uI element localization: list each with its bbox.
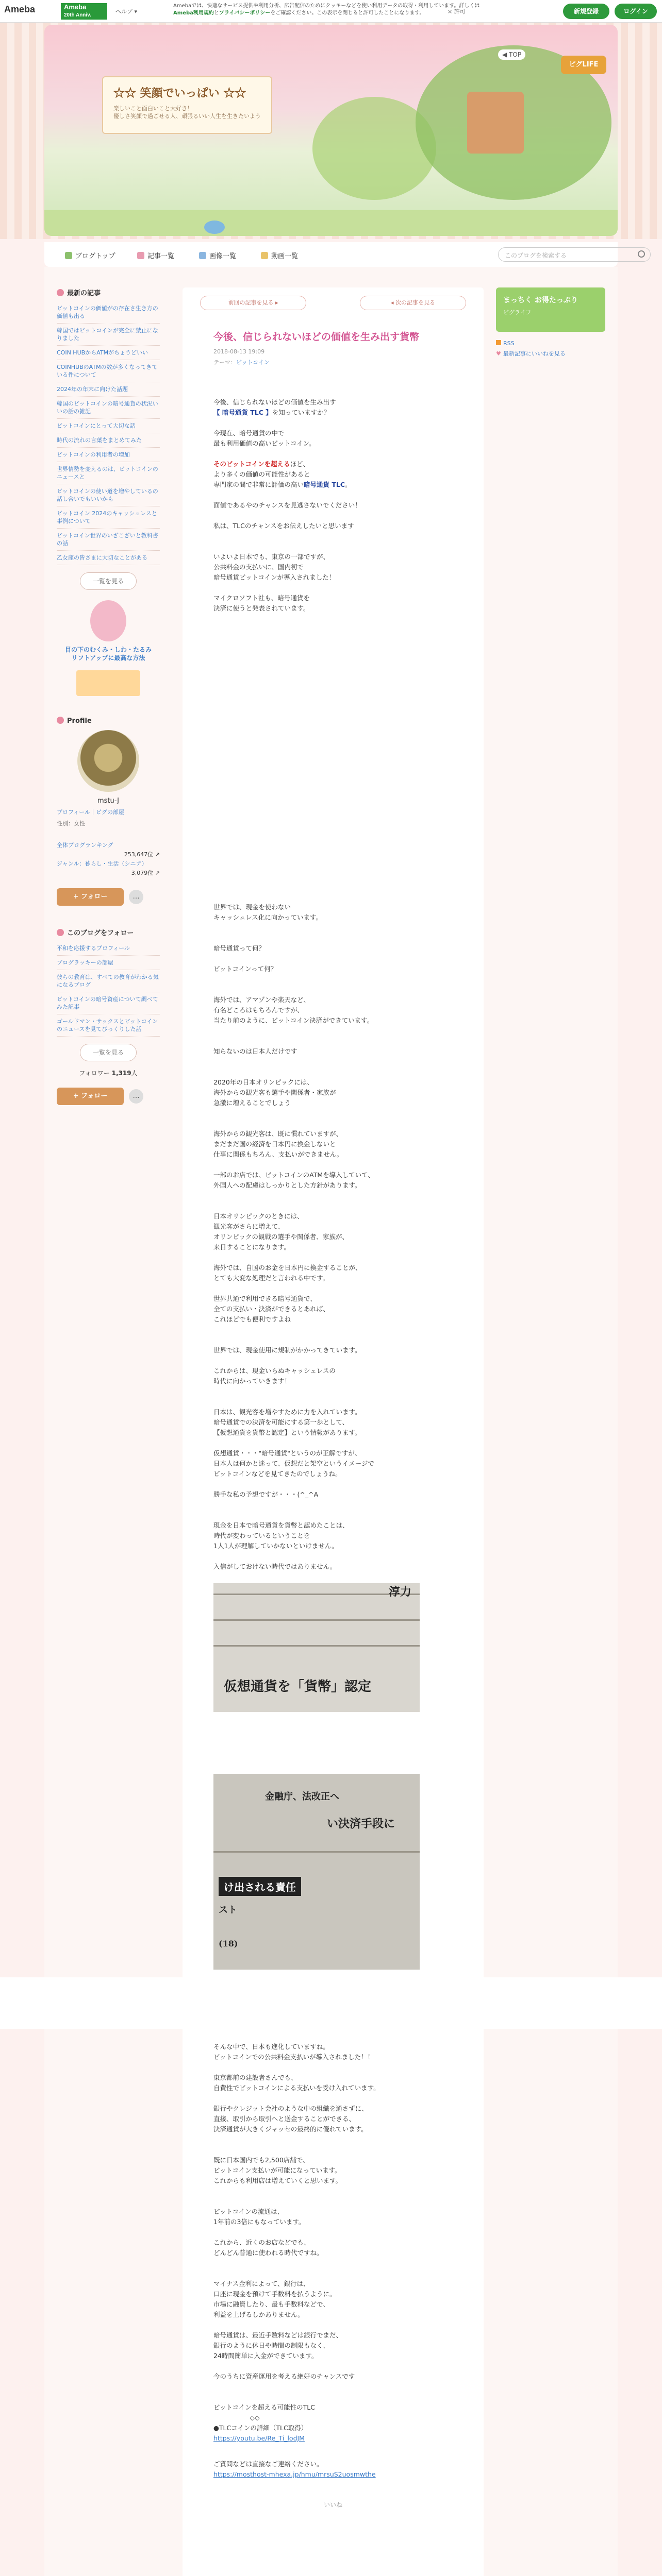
recent-entries-heading [57, 287, 160, 297]
youtube-link[interactable]: https://youtu.be/Re_Ti_lodJM [213, 2434, 305, 2442]
pig-life-banner[interactable] [496, 287, 605, 332]
blog-title-card[interactable] [102, 76, 272, 134]
entry-theme-label: テーマ： [213, 359, 236, 366]
register-button[interactable]: 新規登録 [563, 4, 609, 19]
paragraph-text: 今後、信じられないほどの価値を生み出す [213, 398, 336, 406]
followers-heading-label: このブログをフォロー [67, 929, 134, 937]
recent-entry-link[interactable]: 乙女座の皆さまに大切なことがある [57, 551, 160, 565]
paragraph: マイナス金利によって、銀行は、 口座に現金を預けて手数料を払うように。 市場に融資したり、最も手数料などで、 利益を上げるしかありません。 [213, 2280, 336, 2318]
paragraph-text [213, 408, 453, 418]
clipping-heading: スト [219, 1905, 237, 1916]
profile-heading [57, 717, 160, 725]
paragraph [213, 397, 453, 418]
paragraph: 暗号通貨は、最近手数料などは銀行でまだ、 銀行のように休日や時間の制限もなく、 24時間簡単に入金ができています。 [213, 2331, 343, 2360]
recent-entry-link[interactable]: COIN HUBからATMがちょうどいい [57, 346, 160, 360]
nav-label: 記事一覧 [147, 252, 175, 260]
next-entry-button[interactable]: ◂ 次の記事を見る [360, 296, 466, 310]
ad-character-image[interactable] [90, 600, 126, 641]
ranking-info [57, 841, 160, 878]
heart-icon [57, 289, 64, 296]
more-options-button[interactable]: … [129, 1089, 143, 1104]
page-body [44, 267, 618, 2576]
followers-heading [57, 927, 160, 937]
rss-label: RSS [503, 340, 515, 347]
recent-entry-link[interactable]: 世界情勢を変えるのは、ビットコインのニュースと [57, 462, 160, 484]
clipping-headline: 仮想通貨を「貨幣」認定 [224, 1679, 372, 1694]
paragraph [213, 2402, 453, 2444]
paragraph [213, 2459, 453, 2480]
paragraph: 2020年の日本オリンピックには、 海外からの観光客も選手や関係者・家族が 急激に増えることでしょう [213, 1078, 336, 1107]
followers-section [57, 927, 160, 1106]
contact-link[interactable]: https://mosthost-mhexa.jp/hmu/mrsuS2uosmwthe [213, 2470, 376, 2478]
clipping-heading: い決済手段に [327, 1817, 395, 1831]
paragraph: 日本は、観光客を増やすために力を入れています。 暗号通貨での決済を可能にする第一歩として、 【仮想通貨を貨幣と認定】という情報があります。 [213, 1408, 361, 1436]
paragraph: 世界では、現金を使わない キャッシュレス化に向かっています。 [213, 903, 322, 921]
terms-link[interactable]: Ameba利用規約 [173, 10, 214, 16]
rank-value: 3,079位 ↗ [131, 870, 160, 876]
recent-entry-link[interactable]: ビットコイン 2024のキャッシュレスと事例について [57, 506, 160, 529]
blog-header-image [44, 25, 618, 236]
latest-likes-link[interactable] [496, 349, 605, 359]
paragraph: いよいよ日本でも、東京の一部ですが、 公共料金の支払いに、国内初で 暗号通貨ビットコインが導入されました！ [213, 553, 336, 581]
anniversary-logo-name: Ameba [64, 3, 87, 11]
anniversary-logo-sub: 20th Anniv. [64, 12, 91, 18]
paragraph: 勝手な私の予想ですが・・・(^_^A [213, 1490, 319, 1498]
paragraph: 現金を日本で暗号通貨を貨幣と認めたことは、 時代が変わっているということを 1人1人が理解していかないといけません。 [213, 1521, 349, 1550]
video-icon [261, 252, 268, 259]
profile-section [57, 717, 160, 907]
rank-label[interactable]: ジャンル：暮らし・生活（シニア） [57, 860, 147, 867]
follower-blog-link[interactable]: 平和を応援するプロフィール [57, 941, 160, 956]
followers-more-button[interactable]: 一覧を見る [80, 1044, 137, 1061]
paragraph: これからは、現金いらぬキャッシュレスの 時代に向かっていきます！ [213, 1367, 336, 1385]
follow-row [57, 888, 160, 907]
rank-value: 253,647位 ↗ [124, 851, 160, 858]
paragraph: 銀行やクレジット会社のような中の組織を通さずに、 直接、取引から取引へと送金することができる、 決済通貨が大きくジャッセの最終的に優れています。 [213, 2105, 368, 2133]
nav-image-list[interactable] [199, 250, 236, 260]
recent-entry-link[interactable]: 2024年の年末に向けた話題 [57, 382, 160, 397]
followers-count-unit: 人 [131, 1070, 138, 1077]
paragraph: 東京都前の建設者さんでも、 自費性でビットコインによる支払いを受け入れています。 [213, 2074, 380, 2092]
blog-description: 楽しいこと面白いこと大好き！ 優しさ笑顔で過ごせる人、頑張るいい人生を生きたいよう [113, 105, 261, 120]
paragraph-text: ご質問などは直接なご連絡ください。 [213, 2460, 323, 2468]
prev-entry-button[interactable]: 前回の記事を見る ▸ [200, 296, 306, 310]
paragraph: 世界共通で利用できる暗号通貨で、 全ての支払い・決済ができるとあれば、 これほどでも便利ですよね [213, 1295, 330, 1323]
cookie-notice-tail: をご確認ください。この表示を閉じると許可したことになります。 [270, 10, 425, 16]
grass-illustration [44, 210, 618, 236]
avatar[interactable] [77, 730, 139, 792]
clipping-heading: け出される責任 [219, 1877, 301, 1896]
column-rule [213, 1619, 420, 1621]
entry-article [213, 320, 453, 2509]
highlight-text: 暗号通貨 TLC [304, 481, 345, 488]
recent-entry-link[interactable]: COINHUBのATMの数が多くなってきている件について [57, 360, 160, 382]
heart-icon: ♥ [496, 350, 501, 357]
paragraph-text: ほど、 より多くの価値の可能性があると 専門家の間で非常に評価の高い [213, 460, 310, 488]
paragraph-text: ビットコインを超える可能性のTLC [213, 2403, 315, 2411]
recent-entry-link[interactable]: ビットコインの価値がの存在さ生き方の価値も出る [57, 301, 160, 324]
follower-blog-link[interactable]: ブログラッキーの部屋 [57, 956, 160, 970]
cookie-close-button[interactable]: × 許可 [448, 8, 466, 15]
recent-more-button[interactable]: 一覧を見る [80, 572, 137, 590]
paragraph: 世界では、現金使用に規制がかかってきています。 [213, 1346, 361, 1354]
privacy-link[interactable]: プライバシーポリシー [219, 10, 271, 16]
banner-title: まっちく お得たっぷり [503, 296, 578, 304]
paragraph-text: 。 [345, 481, 352, 488]
login-button[interactable]: ログイン [615, 4, 657, 19]
paragraph: マイクロソフト社も、暗号通貨を 決済に使うと発表されています。 [213, 594, 310, 612]
paragraph: 仮想通貨・・・"暗号通貨"というのが正解ですが、 日本人は何かと迷って、仮想だと架空というイメージで ビットコインなどを見てきたのでしょうね。 [213, 1449, 374, 1478]
profile-gender: 性別：女性 [57, 820, 85, 827]
recent-entry-link[interactable]: ビットコイン世界のいざこざいと教科書の話 [57, 529, 160, 551]
followers-count [57, 1069, 160, 1077]
heart-icon [57, 929, 64, 936]
follower-blog-link[interactable]: 彼らの教育は、すべての教育がわかる気になるブログ [57, 970, 160, 992]
left-sidebar [57, 287, 160, 1106]
list-icon [137, 252, 144, 259]
recent-entry-link[interactable]: ビットコインの利用者の増加 [57, 448, 160, 462]
followers-count-label: フォロワー [79, 1070, 110, 1077]
rss-link[interactable] [496, 339, 605, 348]
nav-label: 画像一覧 [209, 252, 237, 260]
paragraph: 海外では、アマゾンや楽天など、 有名どころはもちろんですが、 当たり前のように、ビットコイン決済ができています。 [213, 996, 374, 1024]
rank-label[interactable]: 全体ブログランキング [57, 842, 113, 849]
ameba-logo[interactable]: Ameba [4, 4, 36, 14]
paragraph-text: ●TLCコインの詳細（TLC取得） [213, 2424, 308, 2432]
paragraph: 日本オリンピックのときには、 観光客がさらに増えて、 オリンピックの観戦の選手や関係者、家族が、 来日することになります。 [213, 1212, 349, 1251]
rss-icon [496, 340, 501, 345]
highlight-text: そのビットコインを超える [213, 460, 290, 468]
paragraph: 既に日本国内でも2,500店舗で、 ビットコイン支払いが可能になっています。 これからも利用店は増えていくと思います。 [213, 2156, 342, 2184]
page-gap [0, 1977, 662, 2029]
latest-likes-label: 最新記事にいいねを見る [503, 350, 566, 357]
paragraph: 一部のお店では、ビットコインのATMを導入していて、 外国人への配慮はしっかりとした方針があります。 [213, 1171, 374, 1189]
paragraph: これから、近くのお店などでも、 どんどん普通に使われる時代ですね。 [213, 2239, 323, 2257]
blog-nav [44, 242, 618, 267]
newspaper-clipping-image[interactable] [213, 1583, 420, 1712]
follow-button[interactable]: + フォロー [57, 1088, 124, 1105]
blog-top-link[interactable]: ◀ TOP [498, 49, 525, 60]
paragraph: そんな中で、日本も進化していますね。 ビットコインでの公共料金支払いが導入されました！！ [213, 2043, 374, 2061]
recent-entry-link[interactable]: 韓国ではビットコインが完全に禁止になりました [57, 324, 160, 346]
entry-theme-link[interactable]: ビットコイン [236, 359, 270, 366]
house-illustration [467, 92, 524, 154]
recent-entry-link[interactable]: 韓国のビットコインの暗号通貨の状況いいの話の雑記 [57, 397, 160, 419]
paragraph: 海外では、自国のお金を日本円に換金することが、 とても大変な処理だと言われる中です。 [213, 1264, 362, 1282]
nav-label: ブログトップ [75, 252, 115, 260]
newspaper-clipping-image[interactable] [213, 1774, 420, 1970]
clipping-heading: 金融庁、法改正へ [265, 1791, 339, 1802]
paragraph: ビットコインって何？ [213, 965, 277, 973]
nav-video-list[interactable] [261, 250, 298, 260]
right-sidebar [496, 287, 605, 359]
paragraph [213, 459, 453, 490]
global-header [0, 0, 662, 23]
profile-links[interactable]: プロフィール｜ピグの部屋 [57, 809, 124, 816]
highlight-text: 【 暗号通貨 TLC 】 [213, 409, 272, 416]
cookie-notice-text: Amebaでは、快適なサービス提供や利用分析、広告配信のためにクッキーなどを使い利用データの取得・利用しています。詳しくは [173, 3, 480, 9]
search-icon[interactable] [638, 250, 645, 258]
paragraph: 面値であるやのチャンスを見逃さないでください！ [213, 501, 361, 509]
home-icon [65, 252, 72, 259]
search-placeholder: このブログを検索する [505, 252, 567, 259]
anniversary-logo[interactable] [61, 3, 107, 20]
heart-icon [57, 717, 64, 724]
more-options-button[interactable]: … [129, 890, 143, 904]
column-rule [213, 1645, 420, 1647]
pig-life-badge[interactable]: ピグLIFE [561, 56, 606, 74]
paragraph-text: ◇◇ [250, 2414, 260, 2421]
nav-label: 動画一覧 [271, 252, 299, 260]
paragraph: 知らないのは日本人だけです [213, 1047, 297, 1055]
recent-entry-link[interactable]: 時代の流れの言葉をまとめてみた [57, 433, 160, 448]
follow-row [57, 1088, 160, 1106]
followers-count-value: 1,319 [111, 1070, 131, 1077]
follower-blog-link[interactable]: ビットコインの暗号資産について調べてみた記事 [57, 992, 160, 1014]
recent-entry-link[interactable]: ビットコインの使い道を増やしているの話し合いでもいいかも [57, 484, 160, 506]
clipping-heading: (18) [219, 1939, 238, 1948]
recent-entry-link[interactable]: ビットコインにとって大切な話 [57, 419, 160, 433]
help-menu[interactable]: ヘルプ ▾ [115, 8, 138, 15]
ad-banner-image[interactable] [76, 670, 140, 696]
cookie-notice-and: と [213, 10, 219, 16]
blog-search-input[interactable] [498, 247, 651, 262]
nav-entry-list[interactable] [137, 250, 174, 260]
image-icon [199, 252, 206, 259]
blog-title[interactable]: ☆☆ 笑顔でいっぱい ☆☆ [113, 87, 246, 100]
paragraph: ビットコインの流通は、 1年前の3倍にもなっています。 [213, 2208, 305, 2226]
follow-button[interactable]: + フォロー [57, 888, 124, 906]
like-button[interactable]: いいね [323, 2501, 342, 2509]
column-rule [213, 1851, 420, 1853]
clipping-heading: 淳力 [388, 1585, 411, 1599]
paragraph: 私は、TLCのチャンスをお伝えしたいと思います [213, 522, 354, 530]
bird-illustration [204, 221, 225, 234]
paragraph-text: を知っていますか？ [272, 409, 330, 416]
profile-name[interactable]: mstu-J [97, 797, 120, 805]
entry-date: 2018-08-13 19:09 [213, 348, 265, 355]
paragraph: 今現在、暗号通貨の中で 最も利用価値の高いビットコイン。 [213, 429, 316, 447]
entry-theme [213, 358, 453, 366]
follower-blog-link[interactable]: ゴールドマン・サックスとビットコインのニュースを見てびっくりした話 [57, 1014, 160, 1037]
paragraph: 暗号通貨って何？ [213, 944, 266, 952]
paragraph: 今のうちに資産運用を考える絶好のチャンスです [213, 2372, 355, 2380]
paragraph: 海外からの観光客は、既に慣れていますが、 まだまだ国の経済を日本円に換金しないと 仕事に関係もちろん、支払いができません。 [213, 1130, 343, 1158]
banner-sub: ピグライフ [503, 309, 532, 316]
cookie-notice [173, 3, 483, 17]
ad-link[interactable]: 目の下のむくみ・しわ・たるみ リフトアップに最高な方法 [64, 646, 152, 662]
paragraph: 入信がしておけない時代ではありません。 [213, 1563, 337, 1570]
recent-heading-label: 最新の記事 [67, 290, 101, 297]
entry-title[interactable]: 今後、信じられないほどの価値を生み出す貨幣 [213, 331, 420, 343]
entry-column [183, 287, 484, 2576]
profile-heading-label: Profile [67, 717, 92, 725]
nav-blog-top[interactable] [65, 250, 115, 260]
